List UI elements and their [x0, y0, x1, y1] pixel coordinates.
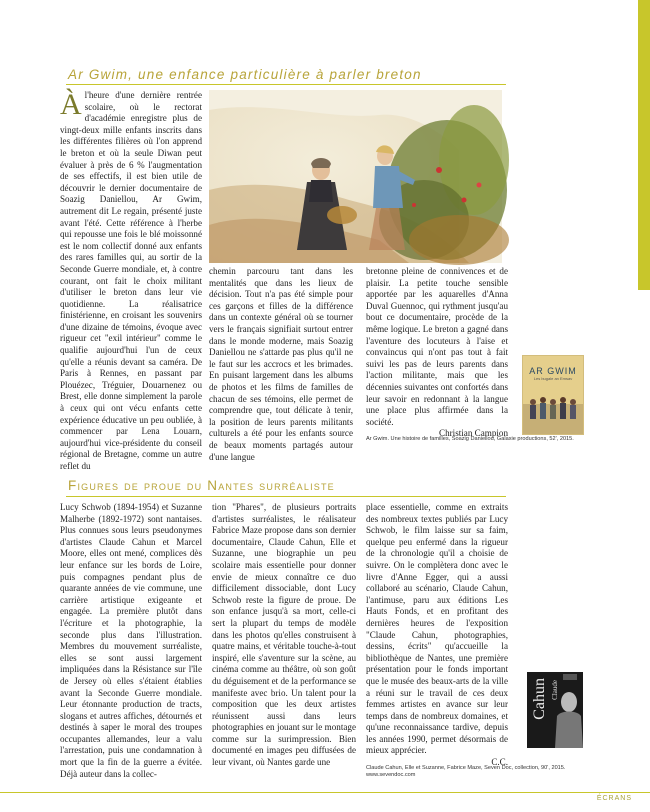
section2-title-rule: [66, 496, 506, 497]
section2-column-3: [366, 502, 508, 768]
section1-column-3: [366, 266, 508, 448]
section1-title: Ar Gwim, une enfance particulière à parler breton: [68, 67, 422, 82]
watercolor-image: [209, 90, 502, 263]
section2-caption: Claude Cahun, Elle et Suzanne, Fabrice Maze, Seven Doc, collection, 90', 2015. www.sevendoc.com: [366, 765, 566, 778]
footer-label: ÉCRANS: [596, 795, 632, 802]
dropcap: À: [60, 88, 82, 121]
cover-title: AR GWIM: [529, 366, 577, 376]
section2-text-1: Lucy Schwob (1894-1954) et Suzanne Malherbe (1892-1972) sont nantaises. Plus connues sous leurs pseudonymes d'artistes Claude Cahun et Marcel Moore, elles ont mené, complices dès leur enfance sur les bords de Loire, puis compagnes pendant plus de quarante années de vie commune, une carrière artistique exigeante et engagée. La première plutôt dans l'écriture et la photographie, la seconde plus dans l'illustration. Membres du mouvement surréaliste, elles se sont aussi largement impliquées dans la Résistance sur l'île de Jersey où elles s'étaient établies avant la Seconde Guerre mondiale. Leur étonnante production de tracts, slogans et autres affiches, détournés et destinés à saper le moral des troupes occupantes allemandes, leur a valu l'arrestation, puis une condamnation à mort que la fin de la guerre a évitée. Déjà auteur dans la collec-: [60, 502, 202, 779]
section2-title: Figures de proue du Nantes surréaliste: [68, 478, 335, 493]
section1-column-1: [60, 88, 202, 471]
cahun-cover-subtitle: Claude: [551, 680, 559, 700]
section2-signature: C.C.: [491, 757, 508, 768]
section1-caption: Ar Gwim. Une histoire de familles, Soazig Daniellou, Galaxie productions, 52', 2015.: [366, 436, 574, 442]
section2-column-1: [60, 502, 202, 784]
section1-signature: Christian Campion: [439, 428, 508, 439]
cahun-cover-title: Cahun: [531, 678, 548, 720]
section1-text-1: l'heure d'une dernière rentrée scolaire, où le rectorat d'académie enregistre plus de vingt-deux mille enfants inscrits dans les différentes filières où l'on apprend le breton et où la seule Diwan peut évaluer à près de 6 % l'augmentation de ses effectifs, il est bien utile de découvrir le dernier documentaire de Soazig Daniellou, Ar Gwim, autrement dit Le regain, présenté juste avant l'été. Cette référence à l'herbe qui repousse une fois le blé moissonné est le nom collectif donné aux enfants des rares familles qui, au sortir de la Seconde Guerre mondiale, et, à contre courant, ont fait le choix militant d'utiliser le breton dans leur vie quotidienne. La réalisatrice finistérienne, en croisant les souvenirs d'une dizaine de témoins, évoque avec rigueur cet "exil intérieur" comme le qualifie aujourd'hui l'un de ceux qu'elle a réunis devant sa caméra. De Paris à Rennes, en passant par Plouézec, Tréguier, Douarnenez ou Brest, elle donne simplement la parole à ceux qui ont vécu enfants cette expérience éducative un peu oubliée, à commencer par Lena Louarn, aujourd'hui vice-présidente du conseil régional de Bretagne, comme un autre reflet du: [60, 90, 202, 471]
claude-cahun-cover: [527, 672, 583, 748]
section2-column-2: [212, 502, 356, 784]
watercolor-illustration: [209, 90, 502, 263]
footer-rule: [0, 792, 650, 793]
section2-text-2: tion "Phares", de plusieurs portraits d'artistes surréalistes, le réalisateur Fabrice Maze propose dans son dernier documentaire, Claude Cahun, Elle et Suzanne, une biographie un peu scolaire mais essentielle pour donner envie de mieux connaître ce duo difficilement dissociable, dont Lucy Schwob reste la figure de proue. De son enfance jusqu'à sa mort, celle-ci sert la plupart du temps de modèle dans les photos qu'elles construisent à quatre mains, et véritable touche-à-tout inspiré, elle s'aventure sur la scène, au cinéma comme au théâtre, où son goût du déguisement et de la performance se manifeste avec brio. Un talent pour la composition que les deux artistes réunissent aussi dans leurs photographies en jouant sur le montage comme sur la surimpression. Bien documenté en images peu diffusées de leur vivant, où Nantes garde une: [212, 502, 356, 768]
section1-text-2: chemin parcouru tant dans les mentalités que dans les lieux de décision. Tout n'a pas été simple pour ces garçons et filles de la différence dans un contexte général où se tourner vers le français signifiait surtout entrer dans le monde moderne, mais Soazig Daniellou ne s'attarde pas plus qu'il ne le faut sur les accrocs et les brimades. En puisant largement dans les albums de photos et les films de familles de chacun de ses témoins, elle permet de comprendre que, tout délicate à tenir, la position de leurs parents militants culturels a été pour les enfants source de beaux moments partagés autour d'une langue: [209, 266, 353, 462]
section1-text-3: bretonne pleine de connivences et de plaisir. La petite touche sensible apportée par les aquarelles d'Anna Duval Guennoc, qui rythment jusqu'au bout ce documentaire, procède de la même logique. Le breton a gagné dans l'aventure des locuteurs à l'aise et convaincus qui n'ont pas tout à fait suivi les pas de leurs parents dans l'action militante, mais que les décennies suivantes ont confortés dans leur savoir en redonnant à la langue une place plus affirmée dans la société.: [366, 266, 508, 427]
section1-column-2: [209, 266, 353, 462]
section2-text-3: place essentielle, comme en extraits des nombreux textes publiés par Lucy Schwob, le film laisse sur sa faim, quelque peu enfermé dans la rigueur de la chronologie qu'il a choisie de suivre. On le complètera donc avec le livre d'Anne Egger, qui a aussi collaboré au scénario, Claude Cahun, l'antimuse, paru aux éditions Les Hauts Fonds, et en profitant des dernières heures de l'exposition "Claude Cahun, photographies, dessins, écrits" qu'accueille la bibliothèque de Nantes, une première présentation pour le fonds important que le musée des beaux-arts de la ville a réuni sur le travail de ces deux femmes artistes en avance sur leur temps dans de nombreux domaines, et qu'une reconnaissance tardive, depuis les années 1990, permet désormais de mieux apprécier.: [366, 502, 508, 756]
ar-gwim-cover: [522, 355, 584, 435]
section-tab: [638, 0, 650, 290]
cover-figures: [523, 384, 583, 434]
cover-subtitle: Les bugale an Emsav: [533, 376, 573, 381]
cahun-portrait: [527, 672, 583, 748]
section1-title-rule: [66, 84, 506, 85]
